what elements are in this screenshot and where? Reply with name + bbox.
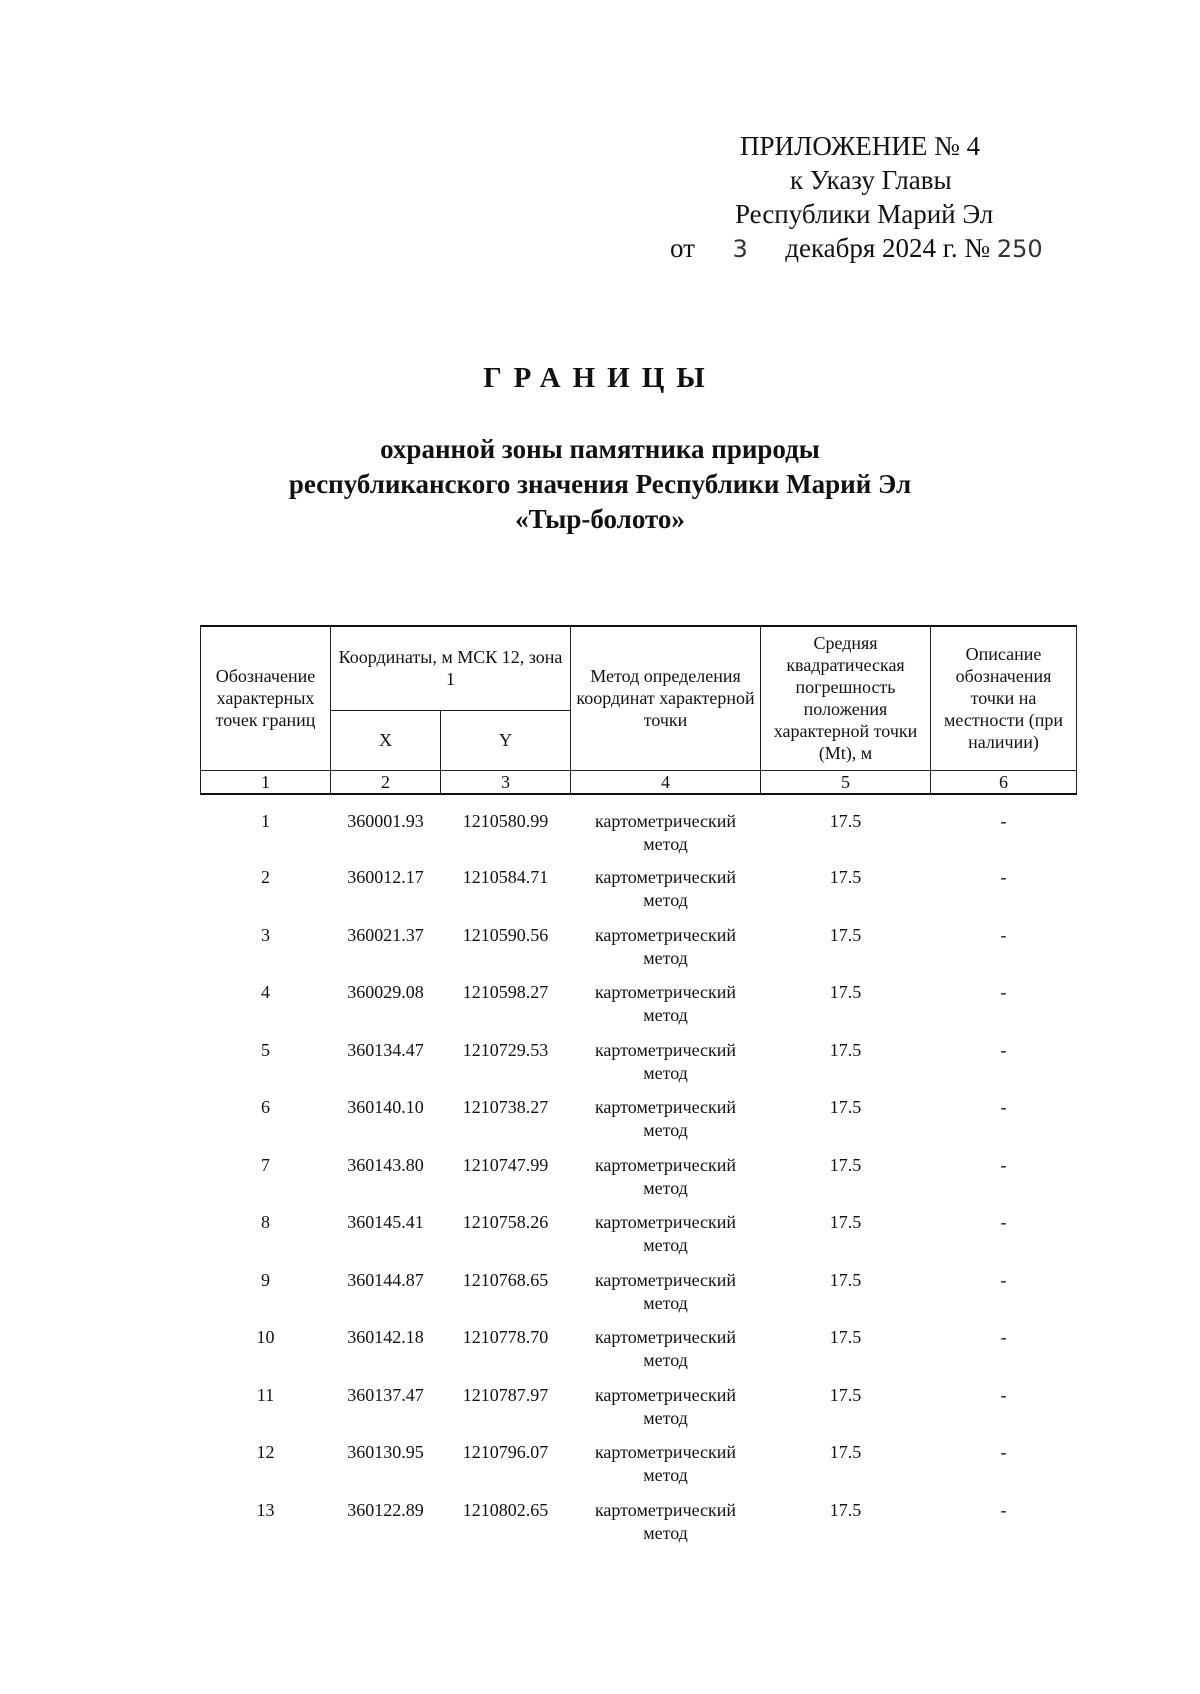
- error-mt: 17.5: [829, 1212, 862, 1232]
- date-day: 3: [732, 235, 748, 263]
- subtitle-line-3: «Тыр-болото»: [515, 504, 685, 534]
- description: -: [1000, 982, 1007, 1002]
- point-number: 2: [261, 867, 270, 887]
- column-number: 3: [441, 770, 571, 794]
- table-row: [201, 1154, 1077, 1212]
- appendix-title: ПРИЛОЖЕНИЕ № 4: [740, 131, 981, 161]
- column-number: 4: [571, 770, 761, 794]
- description: -: [1000, 1384, 1007, 1405]
- coord-x: 360134.47: [347, 1039, 424, 1060]
- error-mt: 17.5: [829, 1384, 862, 1405]
- coord-y: 1210738.27: [462, 1097, 549, 1117]
- appendix-decree-line: к Указу Главы: [790, 165, 952, 195]
- coord-x: 360021.37: [347, 924, 424, 945]
- method: картометрический метод: [594, 811, 737, 854]
- point-number: 13: [256, 1499, 275, 1520]
- method: картометрический метод: [594, 1327, 737, 1370]
- coord-y: 1210598.27: [462, 982, 549, 1002]
- header-y: Y: [441, 710, 571, 770]
- table-row: [201, 924, 1077, 982]
- appendix-date-line: [670, 232, 1043, 265]
- coord-x: 360122.89: [347, 1499, 424, 1520]
- error-mt: 17.5: [829, 1499, 862, 1520]
- table-row: [201, 866, 1077, 924]
- error-mt: 17.5: [829, 1097, 862, 1117]
- method: картометрический метод: [594, 1442, 737, 1485]
- column-number: 6: [931, 770, 1077, 794]
- error-mt: 17.5: [829, 1154, 862, 1175]
- coord-x: 360143.80: [347, 1154, 424, 1175]
- description: -: [1000, 867, 1007, 887]
- method: картометрический метод: [594, 1039, 737, 1083]
- error-mt: 17.5: [829, 1442, 862, 1462]
- header-coordinates: Координаты, м МСК 12, зона 1: [331, 626, 571, 710]
- date-rest: декабря 2024 г. №: [785, 233, 991, 263]
- point-number: 11: [256, 1384, 275, 1405]
- header-method: Метод определения координат характерной точки: [571, 626, 761, 770]
- subtitle-line-2: республиканского значения Республики Марий Эл: [288, 469, 912, 499]
- coord-x: 360144.87: [347, 1269, 424, 1290]
- document-subtitle: [0, 432, 1200, 537]
- subtitle-line-1: охранной зоны памятника природы: [380, 434, 820, 464]
- method: картометрический метод: [594, 1097, 737, 1140]
- method: картометрический метод: [594, 1269, 737, 1313]
- header-x: X: [331, 710, 441, 770]
- point-number: 9: [261, 1269, 270, 1290]
- method: картометрический метод: [594, 1384, 737, 1428]
- point-number: 12: [256, 1442, 275, 1462]
- point-number: 8: [261, 1212, 270, 1232]
- description: -: [1000, 1442, 1007, 1462]
- method: картометрический метод: [594, 1499, 737, 1543]
- column-number: 1: [201, 770, 331, 794]
- coord-y: 1210580.99: [462, 811, 549, 831]
- coord-y: 1210747.99: [462, 1154, 549, 1175]
- point-number: 1: [261, 811, 270, 831]
- table-row: [201, 1441, 1077, 1499]
- table-row: [201, 794, 1077, 866]
- column-number: 2: [331, 770, 441, 794]
- coord-y: 1210729.53: [462, 1039, 549, 1060]
- header-description: Описание обозначения точки на местности (при наличии): [931, 626, 1077, 770]
- column-number: 5: [761, 770, 931, 794]
- table-row: [201, 981, 1077, 1039]
- coord-y: 1210802.65: [462, 1499, 549, 1520]
- point-number: 4: [261, 982, 270, 1002]
- description: -: [1000, 811, 1007, 831]
- boundary-points-table: [200, 625, 1077, 1556]
- date-prefix: от: [670, 233, 695, 263]
- coord-y: 1210796.07: [462, 1442, 549, 1462]
- coord-y: 1210768.65: [462, 1269, 549, 1290]
- error-mt: 17.5: [829, 811, 862, 831]
- document-title: ГРАНИЦЫ: [483, 362, 717, 394]
- table-row: [201, 1499, 1077, 1557]
- coord-x: 360029.08: [347, 982, 424, 1002]
- description: -: [1000, 1499, 1007, 1520]
- error-mt: 17.5: [829, 1039, 862, 1060]
- error-mt: 17.5: [829, 982, 862, 1002]
- description: -: [1000, 1097, 1007, 1117]
- description: -: [1000, 1327, 1007, 1347]
- point-number: 3: [261, 924, 270, 945]
- appendix-republic-line: Республики Марий Эл: [735, 199, 994, 229]
- error-mt: 17.5: [829, 1327, 862, 1347]
- coord-x: 360142.18: [347, 1327, 424, 1347]
- description: -: [1000, 1039, 1007, 1060]
- error-mt: 17.5: [829, 1269, 862, 1290]
- coord-x: 360001.93: [347, 811, 424, 831]
- table-row: [201, 1039, 1077, 1097]
- point-number: 10: [256, 1327, 275, 1347]
- method: картометрический метод: [594, 982, 737, 1025]
- table-row: [201, 1096, 1077, 1154]
- coord-x: 360145.41: [347, 1212, 424, 1232]
- point-number: 6: [261, 1097, 270, 1117]
- coord-y: 1210778.70: [462, 1327, 549, 1347]
- header-error: Средняя квадратическая погрешность положения характерной точки (Mt), м: [761, 626, 931, 770]
- table-row: [201, 1326, 1077, 1384]
- method: картометрический метод: [594, 867, 737, 910]
- description: -: [1000, 1212, 1007, 1232]
- description: -: [1000, 924, 1007, 945]
- coord-x: 360140.10: [347, 1097, 424, 1117]
- error-mt: 17.5: [829, 924, 862, 945]
- point-number: 5: [261, 1039, 270, 1060]
- table-row: [201, 1384, 1077, 1442]
- coord-y: 1210758.26: [462, 1212, 549, 1232]
- method: картометрический метод: [594, 1154, 737, 1198]
- decree-number: 250: [996, 235, 1043, 263]
- description: -: [1000, 1154, 1007, 1175]
- description: -: [1000, 1269, 1007, 1290]
- coord-x: 360130.95: [347, 1442, 424, 1462]
- method: картометрический метод: [594, 924, 737, 968]
- point-number: 7: [261, 1154, 270, 1175]
- header-point: Обозначение характерных точек границ: [201, 626, 331, 770]
- coord-y: 1210590.56: [462, 924, 549, 945]
- table-row: [201, 1211, 1077, 1269]
- table-row: [201, 1269, 1077, 1327]
- coord-y: 1210584.71: [462, 867, 549, 887]
- method: картометрический метод: [594, 1212, 737, 1255]
- error-mt: 17.5: [829, 867, 862, 887]
- coord-x: 360137.47: [347, 1384, 424, 1405]
- coord-x: 360012.17: [347, 867, 424, 887]
- coord-y: 1210787.97: [462, 1384, 549, 1405]
